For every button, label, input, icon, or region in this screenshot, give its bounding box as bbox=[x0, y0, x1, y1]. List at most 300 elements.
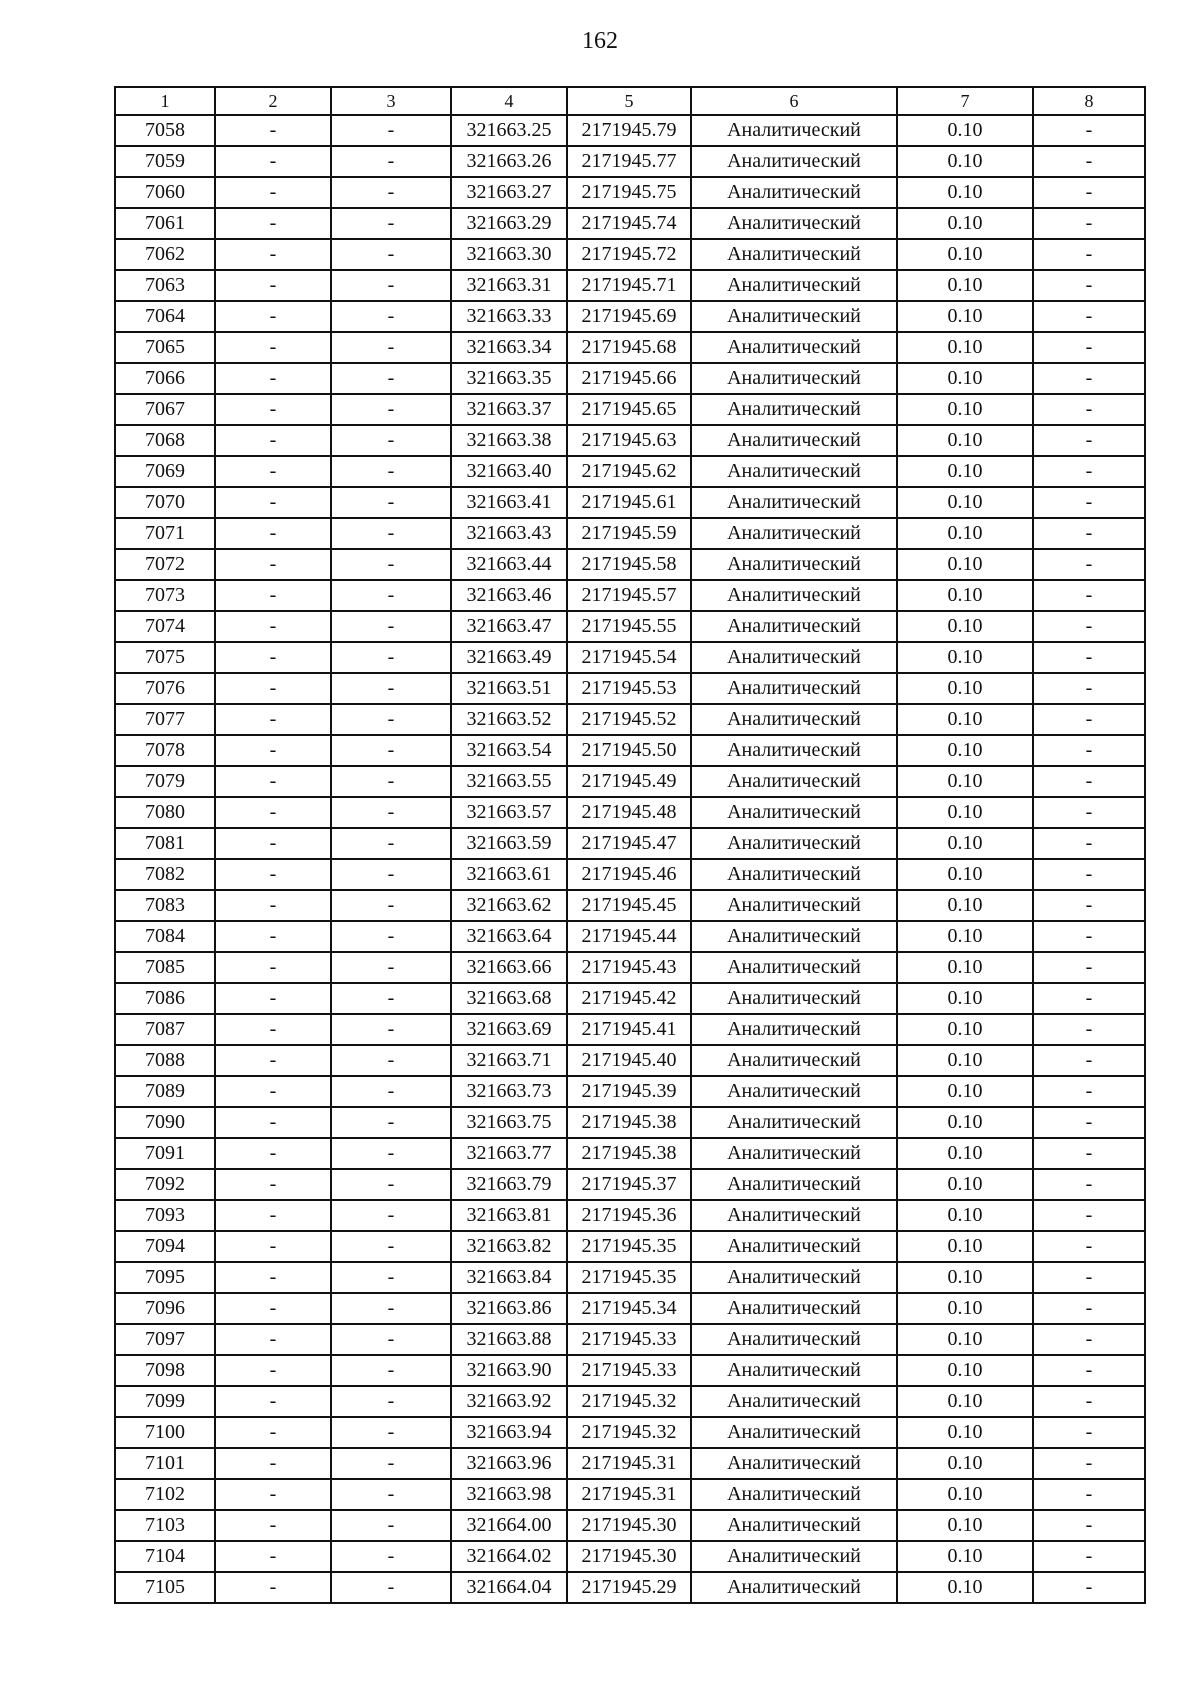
table-cell: - bbox=[1033, 239, 1145, 270]
table-cell: 321663.57 bbox=[451, 797, 567, 828]
table-cell: 321663.26 bbox=[451, 146, 567, 177]
table-cell: 2171945.74 bbox=[567, 208, 691, 239]
table-cell: - bbox=[331, 1014, 451, 1045]
table-cell: - bbox=[331, 1138, 451, 1169]
table-cell: Аналитический bbox=[691, 456, 897, 487]
table-cell: 2171945.31 bbox=[567, 1479, 691, 1510]
table-cell: 0.10 bbox=[897, 704, 1033, 735]
table-cell: 0.10 bbox=[897, 766, 1033, 797]
table-cell: 0.10 bbox=[897, 1541, 1033, 1572]
table-row bbox=[115, 1138, 1145, 1169]
table-cell: 0.10 bbox=[897, 177, 1033, 208]
table-cell: 2171945.36 bbox=[567, 1200, 691, 1231]
table-cell: 0.10 bbox=[897, 239, 1033, 270]
table-cell: - bbox=[331, 1262, 451, 1293]
table-cell: 0.10 bbox=[897, 487, 1033, 518]
table-cell: 321663.35 bbox=[451, 363, 567, 394]
table-row bbox=[115, 766, 1145, 797]
table-cell: Аналитический bbox=[691, 177, 897, 208]
table-cell: 0.10 bbox=[897, 1231, 1033, 1262]
table-cell: 0.10 bbox=[897, 363, 1033, 394]
table-cell: - bbox=[331, 1045, 451, 1076]
table-cell: - bbox=[215, 890, 331, 921]
table-row bbox=[115, 301, 1145, 332]
table-cell: - bbox=[215, 611, 331, 642]
table-cell: 0.10 bbox=[897, 1200, 1033, 1231]
table-cell: - bbox=[1033, 1014, 1145, 1045]
table-cell: - bbox=[215, 1169, 331, 1200]
table-cell: - bbox=[1033, 1510, 1145, 1541]
table-cell: 2171945.59 bbox=[567, 518, 691, 549]
table-cell: - bbox=[1033, 1107, 1145, 1138]
table-cell: - bbox=[215, 1045, 331, 1076]
table-cell: - bbox=[1033, 1200, 1145, 1231]
table-cell: - bbox=[215, 487, 331, 518]
table-cell: - bbox=[331, 1169, 451, 1200]
table-cell: 2171945.44 bbox=[567, 921, 691, 952]
table-cell: 321663.37 bbox=[451, 394, 567, 425]
table-cell: - bbox=[1033, 859, 1145, 890]
table-cell: - bbox=[215, 1510, 331, 1541]
table-cell: 2171945.54 bbox=[567, 642, 691, 673]
table-cell: 7080 bbox=[115, 797, 215, 828]
table-cell: 0.10 bbox=[897, 921, 1033, 952]
table-cell: 7063 bbox=[115, 270, 215, 301]
table-cell: Аналитический bbox=[691, 952, 897, 983]
table-cell: - bbox=[1033, 1448, 1145, 1479]
table-row bbox=[115, 115, 1145, 146]
table-cell: - bbox=[1033, 642, 1145, 673]
column-header-7: 7 bbox=[897, 87, 1033, 115]
table-cell: Аналитический bbox=[691, 239, 897, 270]
table-cell: 2171945.77 bbox=[567, 146, 691, 177]
table-cell: 321664.04 bbox=[451, 1572, 567, 1603]
table-cell: - bbox=[215, 425, 331, 456]
table-cell: 0.10 bbox=[897, 115, 1033, 146]
table-cell: 7088 bbox=[115, 1045, 215, 1076]
table-cell: 7095 bbox=[115, 1262, 215, 1293]
table-cell: Аналитический bbox=[691, 611, 897, 642]
table-cell: 0.10 bbox=[897, 1169, 1033, 1200]
table-cell: 7092 bbox=[115, 1169, 215, 1200]
table-cell: - bbox=[215, 797, 331, 828]
table-row bbox=[115, 1479, 1145, 1510]
table-cell: - bbox=[1033, 146, 1145, 177]
table-cell: 0.10 bbox=[897, 828, 1033, 859]
table-row bbox=[115, 890, 1145, 921]
table-cell: 7103 bbox=[115, 1510, 215, 1541]
table-cell: - bbox=[331, 177, 451, 208]
table-cell: 321663.54 bbox=[451, 735, 567, 766]
table-cell: - bbox=[215, 1200, 331, 1231]
table-cell: 7087 bbox=[115, 1014, 215, 1045]
table-cell: 7075 bbox=[115, 642, 215, 673]
table-cell: - bbox=[215, 115, 331, 146]
table-cell: 0.10 bbox=[897, 1479, 1033, 1510]
table-cell: - bbox=[331, 890, 451, 921]
table-cell: - bbox=[215, 456, 331, 487]
table-cell: 7071 bbox=[115, 518, 215, 549]
table-cell: - bbox=[331, 518, 451, 549]
table-cell: - bbox=[215, 580, 331, 611]
table-cell: 7094 bbox=[115, 1231, 215, 1262]
table-cell: - bbox=[215, 301, 331, 332]
table-cell: 7085 bbox=[115, 952, 215, 983]
table-cell: - bbox=[331, 1386, 451, 1417]
table-cell: - bbox=[331, 487, 451, 518]
table-cell: 7062 bbox=[115, 239, 215, 270]
table-cell: - bbox=[331, 270, 451, 301]
table-row bbox=[115, 363, 1145, 394]
table-cell: - bbox=[215, 208, 331, 239]
table-cell: 7079 bbox=[115, 766, 215, 797]
table-cell: - bbox=[215, 1076, 331, 1107]
table-cell: 321663.90 bbox=[451, 1355, 567, 1386]
table-cell: - bbox=[331, 642, 451, 673]
table-cell: - bbox=[215, 270, 331, 301]
table-cell: 2171945.55 bbox=[567, 611, 691, 642]
table-cell: 7059 bbox=[115, 146, 215, 177]
table-cell: 0.10 bbox=[897, 1076, 1033, 1107]
table-cell: - bbox=[215, 1448, 331, 1479]
table-cell: 2171945.66 bbox=[567, 363, 691, 394]
table-cell: 321663.43 bbox=[451, 518, 567, 549]
table-cell: - bbox=[1033, 952, 1145, 983]
table-row bbox=[115, 1448, 1145, 1479]
table-cell: - bbox=[1033, 797, 1145, 828]
table-cell: - bbox=[331, 208, 451, 239]
table-row bbox=[115, 208, 1145, 239]
table-cell: 2171945.71 bbox=[567, 270, 691, 301]
table-cell: 321663.69 bbox=[451, 1014, 567, 1045]
table-cell: Аналитический bbox=[691, 1231, 897, 1262]
table-row bbox=[115, 673, 1145, 704]
table-cell: 2171945.37 bbox=[567, 1169, 691, 1200]
table-cell: - bbox=[1033, 332, 1145, 363]
column-header-4: 4 bbox=[451, 87, 567, 115]
table-cell: - bbox=[331, 859, 451, 890]
table-row bbox=[115, 735, 1145, 766]
table-cell: - bbox=[331, 983, 451, 1014]
table-cell: - bbox=[331, 332, 451, 363]
table-cell: Аналитический bbox=[691, 1417, 897, 1448]
table-row bbox=[115, 487, 1145, 518]
table-cell: Аналитический bbox=[691, 642, 897, 673]
table-cell: - bbox=[215, 239, 331, 270]
table-cell: 7077 bbox=[115, 704, 215, 735]
table-cell: Аналитический bbox=[691, 921, 897, 952]
table-cell: 7073 bbox=[115, 580, 215, 611]
table-cell: - bbox=[1033, 1417, 1145, 1448]
table-cell: 2171945.35 bbox=[567, 1231, 691, 1262]
table-cell: 7068 bbox=[115, 425, 215, 456]
table-cell: 2171945.50 bbox=[567, 735, 691, 766]
table-cell: 321663.79 bbox=[451, 1169, 567, 1200]
table-cell: - bbox=[215, 1107, 331, 1138]
table-cell: 0.10 bbox=[897, 1448, 1033, 1479]
table-cell: 7067 bbox=[115, 394, 215, 425]
table-cell: Аналитический bbox=[691, 301, 897, 332]
table-cell: - bbox=[1033, 921, 1145, 952]
table-cell: 321663.86 bbox=[451, 1293, 567, 1324]
table-row bbox=[115, 1355, 1145, 1386]
table-cell: - bbox=[1033, 1324, 1145, 1355]
table-cell: 2171945.41 bbox=[567, 1014, 691, 1045]
header-row bbox=[115, 87, 1145, 115]
table-cell: 2171945.31 bbox=[567, 1448, 691, 1479]
table-cell: Аналитический bbox=[691, 1510, 897, 1541]
table-cell: - bbox=[1033, 766, 1145, 797]
table-cell: Аналитический bbox=[691, 146, 897, 177]
table-cell: 321663.96 bbox=[451, 1448, 567, 1479]
table-cell: Аналитический bbox=[691, 1572, 897, 1603]
table-cell: 321663.44 bbox=[451, 549, 567, 580]
table-cell: 7070 bbox=[115, 487, 215, 518]
table-cell: - bbox=[331, 1324, 451, 1355]
table-cell: - bbox=[1033, 208, 1145, 239]
table-cell: Аналитический bbox=[691, 580, 897, 611]
table-cell: - bbox=[1033, 983, 1145, 1014]
table-cell: 7082 bbox=[115, 859, 215, 890]
table-row bbox=[115, 1045, 1145, 1076]
table-row bbox=[115, 332, 1145, 363]
table-cell: 7090 bbox=[115, 1107, 215, 1138]
table-cell: - bbox=[215, 1386, 331, 1417]
table-row bbox=[115, 828, 1145, 859]
table-cell: 7091 bbox=[115, 1138, 215, 1169]
table-body bbox=[115, 115, 1145, 1603]
table-cell: 0.10 bbox=[897, 1417, 1033, 1448]
table-cell: - bbox=[1033, 549, 1145, 580]
table-cell: 2171945.34 bbox=[567, 1293, 691, 1324]
table-cell: - bbox=[331, 456, 451, 487]
table-cell: - bbox=[331, 673, 451, 704]
table-cell: 2171945.33 bbox=[567, 1324, 691, 1355]
table-cell: - bbox=[215, 1231, 331, 1262]
table-row bbox=[115, 611, 1145, 642]
table-cell: Аналитический bbox=[691, 1200, 897, 1231]
table-cell: - bbox=[1033, 301, 1145, 332]
table-cell: Аналитический bbox=[691, 270, 897, 301]
table-row bbox=[115, 1386, 1145, 1417]
table-cell: - bbox=[1033, 115, 1145, 146]
table-cell: - bbox=[331, 239, 451, 270]
table-cell: 7083 bbox=[115, 890, 215, 921]
table-row bbox=[115, 704, 1145, 735]
table-cell: Аналитический bbox=[691, 797, 897, 828]
table-cell: 2171945.61 bbox=[567, 487, 691, 518]
table-cell: - bbox=[1033, 735, 1145, 766]
table-cell: 0.10 bbox=[897, 1107, 1033, 1138]
table-cell: - bbox=[331, 1479, 451, 1510]
table-row bbox=[115, 1231, 1145, 1262]
table-cell: 2171945.69 bbox=[567, 301, 691, 332]
table-cell: 321663.34 bbox=[451, 332, 567, 363]
table-cell: - bbox=[1033, 1572, 1145, 1603]
table-cell: 321663.40 bbox=[451, 456, 567, 487]
table-row bbox=[115, 1417, 1145, 1448]
table-cell: 2171945.58 bbox=[567, 549, 691, 580]
table-cell: Аналитический bbox=[691, 1138, 897, 1169]
table-cell: 321663.27 bbox=[451, 177, 567, 208]
table-cell: Аналитический bbox=[691, 1014, 897, 1045]
table-cell: 321663.88 bbox=[451, 1324, 567, 1355]
table-cell: 321663.92 bbox=[451, 1386, 567, 1417]
table-cell: 0.10 bbox=[897, 1138, 1033, 1169]
table-cell: 321663.55 bbox=[451, 766, 567, 797]
table-cell: - bbox=[215, 859, 331, 890]
table-cell: 2171945.65 bbox=[567, 394, 691, 425]
table-cell: 7089 bbox=[115, 1076, 215, 1107]
table-cell: - bbox=[1033, 1293, 1145, 1324]
table-cell: Аналитический bbox=[691, 363, 897, 394]
table-cell: Аналитический bbox=[691, 983, 897, 1014]
table-cell: 0.10 bbox=[897, 859, 1033, 890]
table-cell: - bbox=[1033, 1045, 1145, 1076]
table-cell: - bbox=[215, 1293, 331, 1324]
table-cell: 7098 bbox=[115, 1355, 215, 1386]
table-cell: 7084 bbox=[115, 921, 215, 952]
table-cell: - bbox=[215, 549, 331, 580]
table-cell: - bbox=[215, 177, 331, 208]
coordinates-table bbox=[114, 86, 1146, 1604]
table-row bbox=[115, 1107, 1145, 1138]
table-cell: - bbox=[331, 1076, 451, 1107]
table-cell: 321663.81 bbox=[451, 1200, 567, 1231]
table-cell: - bbox=[1033, 363, 1145, 394]
table-cell: - bbox=[215, 394, 331, 425]
table-cell: 321663.77 bbox=[451, 1138, 567, 1169]
table-cell: 7069 bbox=[115, 456, 215, 487]
table-cell: 7105 bbox=[115, 1572, 215, 1603]
table-cell: Аналитический bbox=[691, 1386, 897, 1417]
table-cell: 321663.84 bbox=[451, 1262, 567, 1293]
table-cell: - bbox=[1033, 1138, 1145, 1169]
table-row bbox=[115, 177, 1145, 208]
table-cell: 2171945.53 bbox=[567, 673, 691, 704]
table-cell: - bbox=[331, 1107, 451, 1138]
table-cell: 0.10 bbox=[897, 797, 1033, 828]
table-cell: - bbox=[331, 828, 451, 859]
table-cell: 7104 bbox=[115, 1541, 215, 1572]
table-cell: - bbox=[1033, 394, 1145, 425]
table-cell: Аналитический bbox=[691, 704, 897, 735]
table-cell: 321664.02 bbox=[451, 1541, 567, 1572]
table-cell: 7060 bbox=[115, 177, 215, 208]
table-cell: 2171945.39 bbox=[567, 1076, 691, 1107]
table-cell: 321664.00 bbox=[451, 1510, 567, 1541]
table-cell: - bbox=[215, 735, 331, 766]
table-cell: 321663.59 bbox=[451, 828, 567, 859]
table-cell: - bbox=[1033, 1479, 1145, 1510]
table-cell: Аналитический bbox=[691, 208, 897, 239]
table-cell: - bbox=[1033, 456, 1145, 487]
table-cell: 321663.61 bbox=[451, 859, 567, 890]
table-cell: 0.10 bbox=[897, 394, 1033, 425]
table-row bbox=[115, 1541, 1145, 1572]
table-cell: - bbox=[1033, 1386, 1145, 1417]
column-header-2: 2 bbox=[215, 87, 331, 115]
table-cell: 7076 bbox=[115, 673, 215, 704]
table-cell: 321663.38 bbox=[451, 425, 567, 456]
table-cell: 0.10 bbox=[897, 983, 1033, 1014]
table-cell: 321663.33 bbox=[451, 301, 567, 332]
table-cell: 7101 bbox=[115, 1448, 215, 1479]
table-row bbox=[115, 921, 1145, 952]
table-cell: Аналитический bbox=[691, 859, 897, 890]
table-cell: 7072 bbox=[115, 549, 215, 580]
table-cell: 321663.94 bbox=[451, 1417, 567, 1448]
table-cell: 0.10 bbox=[897, 301, 1033, 332]
table-cell: 7099 bbox=[115, 1386, 215, 1417]
table-cell: Аналитический bbox=[691, 1448, 897, 1479]
table-row bbox=[115, 1572, 1145, 1603]
page-number: 162 bbox=[582, 28, 618, 54]
table-cell: 0.10 bbox=[897, 1324, 1033, 1355]
table-cell: 7074 bbox=[115, 611, 215, 642]
table-cell: - bbox=[331, 1510, 451, 1541]
table-cell: - bbox=[331, 1448, 451, 1479]
table-cell: 2171945.49 bbox=[567, 766, 691, 797]
table-cell: - bbox=[331, 363, 451, 394]
table-cell: - bbox=[1033, 828, 1145, 859]
table-cell: 0.10 bbox=[897, 890, 1033, 921]
table-cell: - bbox=[1033, 177, 1145, 208]
table-cell: 2171945.38 bbox=[567, 1107, 691, 1138]
table-cell: 2171945.33 bbox=[567, 1355, 691, 1386]
table-cell: - bbox=[1033, 1076, 1145, 1107]
table-cell: 321663.30 bbox=[451, 239, 567, 270]
table-row bbox=[115, 1169, 1145, 1200]
table-cell: - bbox=[1033, 611, 1145, 642]
table-cell: 0.10 bbox=[897, 270, 1033, 301]
table-cell: 2171945.52 bbox=[567, 704, 691, 735]
table-cell: - bbox=[331, 115, 451, 146]
table-cell: Аналитический bbox=[691, 828, 897, 859]
table-cell: 0.10 bbox=[897, 580, 1033, 611]
table-cell: Аналитический bbox=[691, 766, 897, 797]
table-cell: 321663.46 bbox=[451, 580, 567, 611]
column-header-8: 8 bbox=[1033, 87, 1145, 115]
table-cell: - bbox=[215, 642, 331, 673]
table-cell: 321663.64 bbox=[451, 921, 567, 952]
table-cell: - bbox=[331, 797, 451, 828]
table-cell: 2171945.35 bbox=[567, 1262, 691, 1293]
table-cell: Аналитический bbox=[691, 1324, 897, 1355]
table-cell: - bbox=[215, 1541, 331, 1572]
table-cell: 321663.51 bbox=[451, 673, 567, 704]
table-cell: - bbox=[331, 1541, 451, 1572]
table-cell: 7093 bbox=[115, 1200, 215, 1231]
column-header-6: 6 bbox=[691, 87, 897, 115]
table-cell: Аналитический bbox=[691, 1076, 897, 1107]
table-cell: - bbox=[331, 1355, 451, 1386]
table-cell: - bbox=[215, 332, 331, 363]
table-cell: 0.10 bbox=[897, 1386, 1033, 1417]
table-row bbox=[115, 1510, 1145, 1541]
table-cell: - bbox=[1033, 487, 1145, 518]
table-cell: 2171945.32 bbox=[567, 1417, 691, 1448]
table-cell: 0.10 bbox=[897, 952, 1033, 983]
table-cell: Аналитический bbox=[691, 1262, 897, 1293]
table-cell: - bbox=[215, 146, 331, 177]
table-cell: - bbox=[331, 766, 451, 797]
column-header-5: 5 bbox=[567, 87, 691, 115]
table-cell: Аналитический bbox=[691, 1045, 897, 1076]
table-cell: 0.10 bbox=[897, 1510, 1033, 1541]
table-cell: Аналитический bbox=[691, 735, 897, 766]
table-cell: 321663.68 bbox=[451, 983, 567, 1014]
